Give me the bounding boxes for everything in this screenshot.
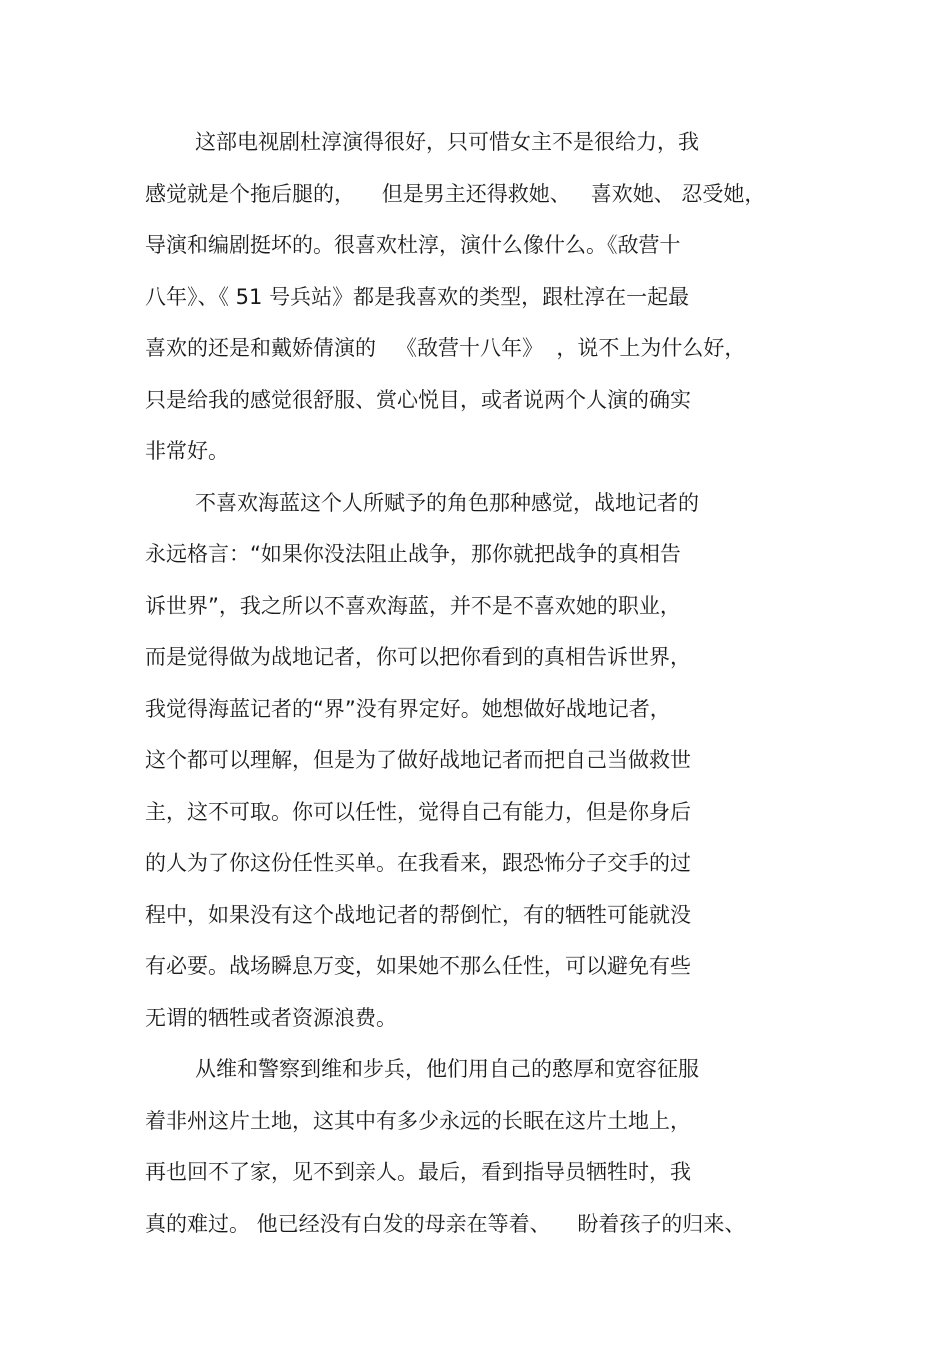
text-line: 主，这不可取。你可以任性，觉得自己有能力，但是你身后 xyxy=(145,799,691,824)
text-line: 再也回不了家，见不到亲人。最后，看到指导员牺牲时，我 xyxy=(145,1160,691,1184)
text-line: 不喜欢海蓝这个人所赋予的角色那种感觉，战地记者的 xyxy=(195,490,699,515)
text-line: 只是给我的感觉很舒服、赏心悦目，或者说两个人演的确实 xyxy=(145,387,691,412)
text-line: 从维和警察到维和步兵，他们用自己的憨厚和宽容征服 xyxy=(195,1057,699,1081)
text-line: 无谓的牺牲或者资源浪费。 xyxy=(145,1005,397,1030)
text-line: 这个都可以理解，但是为了做好战地记者而把自己当做救世 xyxy=(145,748,691,772)
text-line: 诉世界”，我之所以不喜欢海蓝，并不是不喜欢她的职业， xyxy=(145,593,681,618)
text-line: 的人为了你这份任性买单。在我看来，跟恐怖分子交手的过 xyxy=(145,851,691,875)
text-line: 导演和编剧挺坏的。很喜欢杜淳，演什么像什么。《敌营十 xyxy=(145,233,681,257)
text-line: 我觉得海蓝记者的“界”没有界定好。她想做好战地记者， xyxy=(145,696,671,721)
text-line: 有必要。战场瞬息万变，如果她不那么任性，可以避免有些 xyxy=(145,954,691,978)
text-line: 永远格言：“如果你没法阻止战争，那你就把战争的真相告 xyxy=(145,542,681,566)
text-line: 程中，如果没有这个战地记者的帮倒忙，有的牺牲可能就没 xyxy=(145,902,691,927)
text-line: 感觉就是个拖后腿的， 但是男主还得救她、 喜欢她、 忍受她， xyxy=(145,181,766,206)
text-line: 非常好。 xyxy=(145,439,229,463)
text-line: 而是觉得做为战地记者，你可以把你看到的真相告诉世界， xyxy=(145,645,691,669)
text-line: 着非州这片土地，这其中有多少永远的长眠在这片土地上， xyxy=(145,1108,691,1133)
text-line: 八年》、《 51 号兵站》都是我喜欢的类型，跟杜淳在一起最 xyxy=(145,284,690,309)
text-line: 真的难过。 他已经没有白发的母亲在等着、 盼着孩子的归来、 xyxy=(145,1211,746,1236)
text-line: 喜欢的还是和戴娇倩演的 《敌营十八年》 ，说不上为什么好， xyxy=(145,336,746,360)
body-text xyxy=(145,120,805,1253)
text-line: 这部电视剧杜淳演得很好，只可惜女主不是很给力，我 xyxy=(195,130,699,154)
